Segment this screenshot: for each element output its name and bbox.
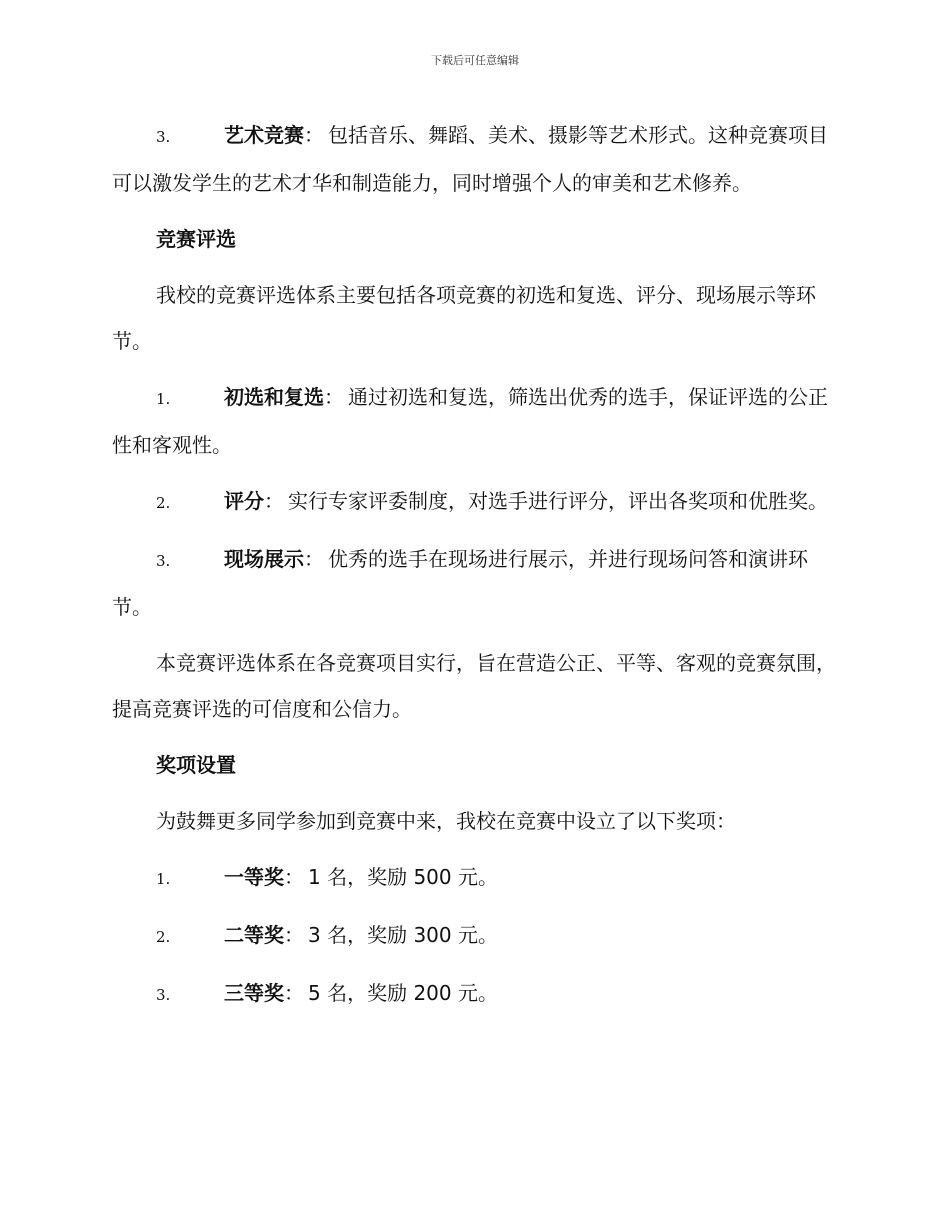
- list-term: 艺术竞赛: [224, 123, 304, 147]
- list-text: 通过初选和复选，筛选出优秀的选手，保证评选的公正性和客观性。: [112, 385, 828, 457]
- list-term: 一等奖: [224, 865, 284, 889]
- section-heading-judging: 竞赛评选: [156, 227, 236, 251]
- list-item-first-prize: 1. 一等奖： 1 名，奖励 500 元。: [112, 854, 838, 902]
- list-text: 5 名，奖励 200 元。: [308, 981, 498, 1005]
- list-number: 2.: [156, 494, 171, 512]
- paragraph-judging-intro: 我校的竞赛评选体系主要包括各项竞赛的初选和复选、评分、现场展示等环节。: [112, 283, 816, 353]
- list-text: 包括音乐、舞蹈、美术、摄影等艺术形式。这种竞赛项目可以激发学生的艺术才华和制造能力，同时增强个人的审美和艺术修养。: [112, 123, 828, 195]
- list-term: 评分: [224, 489, 264, 513]
- list-item-live-show: 3. 现场展示： 优秀的选手在现场进行展示，并进行现场问答和演讲环节。: [112, 536, 838, 630]
- list-item-scoring: 2. 评分： 实行专家评委制度，对选手进行评分，评出各奖项和优胜奖。: [112, 478, 838, 526]
- list-item-third-prize: 3. 三等奖： 5 名，奖励 200 元。: [112, 970, 838, 1018]
- list-number: 1.: [156, 870, 171, 888]
- list-text: 1 名，奖励 500 元。: [308, 865, 498, 889]
- list-number: 2.: [156, 928, 171, 946]
- document-body: [112, 112, 838, 1028]
- paragraph-judging-summary: 本竞赛评选体系在各竞赛项目实行，旨在营造公正、平等、客观的竞赛氛围，提高竞赛评选的可信度和公信力。: [112, 651, 836, 721]
- list-number: 1.: [156, 390, 171, 408]
- list-text: 3 名，奖励 300 元。: [308, 923, 498, 947]
- list-text: 实行专家评委制度，对选手进行评分，评出各奖项和优胜奖。: [288, 489, 828, 513]
- list-term: 现场展示: [224, 547, 304, 571]
- list-item-preliminary: 1. 初选和复选： 通过初选和复选，筛选出优秀的选手，保证评选的公正性和客观性。: [112, 374, 838, 468]
- list-number: 3.: [156, 128, 171, 146]
- list-text: 优秀的选手在现场进行展示，并进行现场问答和演讲环节。: [112, 547, 808, 619]
- list-number: 3.: [156, 986, 171, 1004]
- list-term: 三等奖: [224, 981, 284, 1005]
- page-header: 下载后可任意编辑: [431, 54, 519, 67]
- list-term: 二等奖: [224, 923, 284, 947]
- list-term: 初选和复选: [224, 385, 324, 409]
- section-heading-awards: 奖项设置: [156, 753, 236, 777]
- list-number: 3.: [156, 552, 171, 570]
- paragraph-awards-intro: 为鼓舞更多同学参加到竞赛中来，我校在竞赛中设立了以下奖项：: [156, 809, 736, 833]
- list-item-art-competition: 3. 艺术竞赛： 包括音乐、舞蹈、美术、摄影等艺术形式。这种竞赛项目可以激发学生的艺术才华和制造能力，同时增强个人的审美和艺术修养。: [112, 112, 838, 206]
- list-item-second-prize: 2. 二等奖： 3 名，奖励 300 元。: [112, 912, 838, 960]
